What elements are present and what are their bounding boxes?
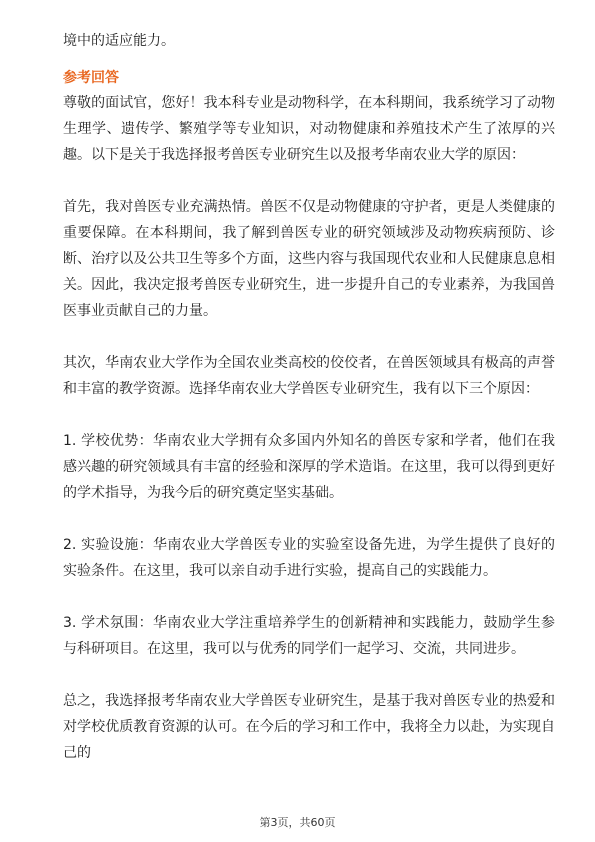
paragraph-intro: 尊敬的面试官，您好！我本科专业是动物科学，在本科期间，我系统学习了动物生理学、遗传学、繁殖学等专业知识，对动物健康和养殖技术产生了浓厚的兴趣。以下是关于我选择报考兽医专业研究生以及报考华南农业大学的原因： [63,95,555,163]
paragraph-gap [63,506,555,532]
paragraph-gap [63,324,555,350]
answer-heading: 参考回答 [63,70,119,86]
paragraph-gap [63,402,555,428]
list-item-lab-facilities: 2. 实验设施：华南农业大学兽医专业的实验室设备先进，为学生提供了良好的实验条件。在这里，我可以亲自动手进行实验，提高自己的实践能力。 [63,537,555,579]
paragraph-gap [63,662,555,688]
paragraph-first-reason: 首先，我对兽医专业充满热情。兽医不仅是动物健康的守护者，更是人类健康的重要保障。在本科期间，我了解到兽医专业的研究领域涉及动物疾病预防、诊断、治疗以及公共卫生等多个方面，这些内容与我国现代农业和人民健康息息相关。因此，我决定报考兽医专业研究生，进一步提升自己的专业素养，为我国兽医事业贡献自己的力量。 [63,199,555,319]
paragraph-gap [63,584,555,610]
paragraph-conclusion: 总之，我选择报考华南农业大学兽医专业研究生，是基于我对兽医专业的热爱和对学校优质教育资源的认可。在今后的学习和工作中，我将全力以赴，为实现自己的 [63,693,555,761]
page-number-footer: 第3页，共60页 [259,816,336,829]
paragraph-second-reason: 其次，华南农业大学作为全国农业类高校的佼佼者，在兽医领域具有极高的声誉和丰富的教学资源。选择华南农业大学兽医专业研究生，我有以下三个原因： [63,355,555,397]
paragraph-gap [63,168,555,194]
top-fragment-text: 境中的适应能力。 [63,33,175,49]
list-item-school-advantage: 1. 学校优势：华南农业大学拥有众多国内外知名的兽医专家和学者，他们在我感兴趣的研究领域具有丰富的经验和深厚的学术造诣。在这里，我可以得到更好的学术指导，为我今后的研究奠定坚实基础。 [63,433,555,501]
list-item-academic-atmosphere: 3. 学术氛围：华南农业大学注重培养学生的创新精神和实践能力，鼓励学生参与科研项目。在这里，我可以与优秀的同学们一起学习、交流，共同进步。 [63,615,555,657]
